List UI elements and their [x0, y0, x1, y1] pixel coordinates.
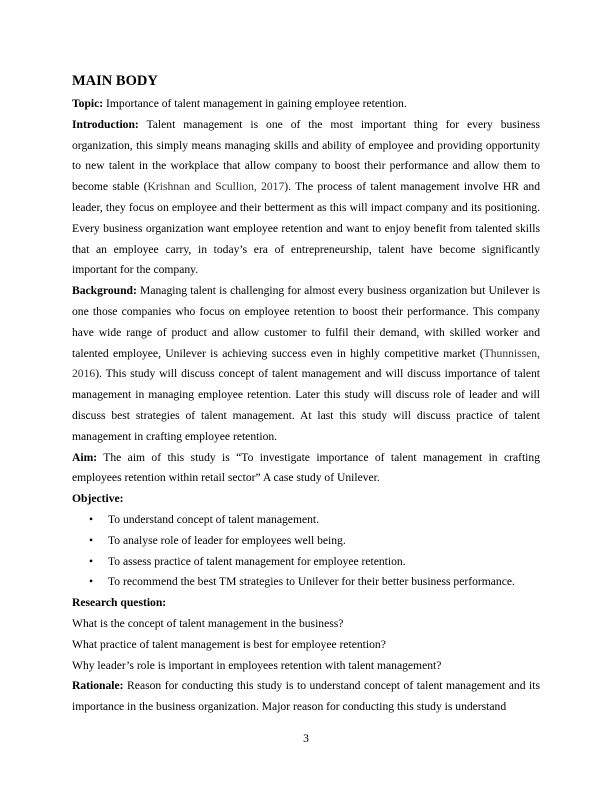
objective-heading	[72, 489, 540, 510]
research-question-label: Research question:	[72, 596, 167, 610]
topic-text: Importance of talent management in gaining employee retention.	[103, 97, 407, 110]
background-label: Background:	[72, 284, 137, 298]
list-item	[72, 510, 540, 531]
aim-label: Aim:	[72, 450, 98, 464]
topic-paragraph	[72, 94, 540, 115]
bullet-icon: •	[89, 512, 94, 526]
introduction-label: Introduction:	[72, 117, 139, 131]
list-item	[72, 572, 540, 593]
bullet-icon: •	[89, 554, 94, 568]
research-question-item: What is the concept of talent management in the business?	[72, 616, 344, 630]
objective-item-text: To analyse role of leader for employees well being.	[108, 533, 346, 547]
list-item	[72, 552, 540, 573]
background-text-after: ). This study will discuss concept of talent management and will discuss importance of talent management in managing employee retention. Later this study will discuss role of leader and will discuss best strategies of talent management. At last this study will discuss practice of talent management in crafting employee retention.	[72, 367, 540, 443]
introduction-citation: Krishnan and Scullion, 2017	[147, 180, 285, 194]
objective-label: Objective:	[72, 492, 124, 506]
aim-text: The aim of this study is “To investigate importance of talent management in crafting employees retention within retail sector” A case study of Unilever.	[72, 450, 540, 485]
section-heading: MAIN BODY	[72, 73, 158, 89]
introduction-paragraph	[72, 115, 540, 281]
objective-item-text: To understand concept of talent management.	[108, 512, 320, 526]
research-question-heading	[72, 593, 540, 614]
background-paragraph	[72, 281, 540, 447]
rationale-text: Reason for conducting this study is to understand concept of talent management and its importance in the business organization. Major reason for conducting this study is understand	[72, 679, 540, 714]
document-body	[72, 72, 540, 718]
introduction-text-before: Talent management is one of the most important thing for every business organization, this simply means managing skills and ability of employee and providing opportunity to new talent in the workplace that allow company to boost their performance and allow them to become stable (	[72, 117, 540, 194]
background-citation: Thunnissen, 2016	[72, 346, 540, 381]
objective-list	[72, 510, 540, 593]
introduction-text-after: ). The process of talent management involve HR and leader, they focus on employee and their betterment as this will impact company and its positioning. Every business organization want employee retention and want to enjoy benefit from talented skills that an employee carry, in today’s era of entrepreneurship, talent have become significantly important for the company.	[72, 180, 541, 277]
background-text-before: Managing talent is challenging for almost every business organization but Unilever is one those companies who focus on employee retention to boost their performance. This company have wide range of product and allow customer to fulfil their demand, with skilled worker and talented employee, Unilever is achieving success even in highly competitive market (	[72, 284, 540, 360]
objective-item-text: To recommend the best TM strategies to Unilever for their better business performance.	[108, 575, 515, 589]
bullet-icon: •	[89, 575, 94, 589]
aim-paragraph	[72, 448, 540, 490]
list-item	[72, 531, 540, 552]
rationale-label: Rationale:	[72, 679, 124, 693]
research-question-item: What practice of talent management is best for employee retention?	[72, 637, 386, 651]
bullet-icon: •	[89, 533, 94, 547]
objective-item-text: To assess practice of talent management for employee retention.	[108, 554, 406, 568]
rationale-paragraph	[72, 676, 540, 718]
research-question-item: Why leader’s role is important in employees retention with talent management?	[72, 658, 442, 672]
topic-label: Topic:	[72, 97, 104, 110]
page-number: 3	[303, 732, 309, 745]
